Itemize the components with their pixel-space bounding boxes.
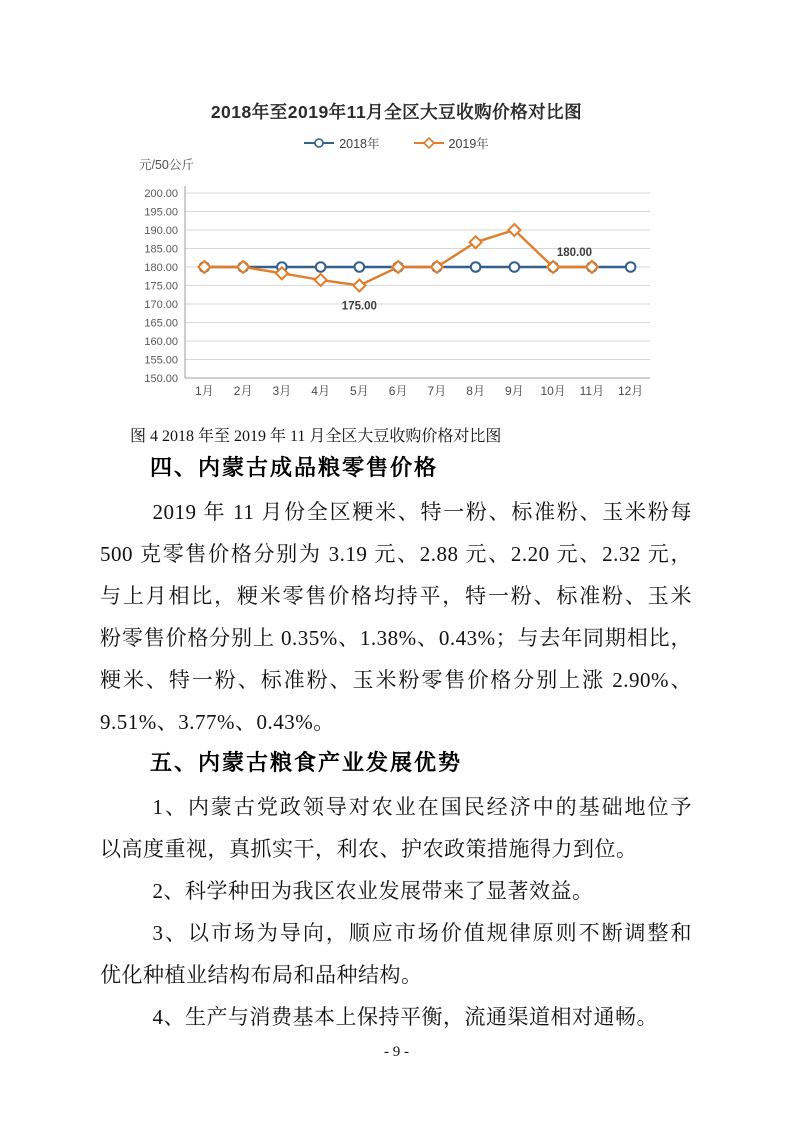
svg-text:180.00: 180.00 [556, 247, 593, 259]
svg-text:11月: 11月 [579, 384, 605, 398]
text-line: 9.51%、3.77%、0.43%。 [100, 710, 335, 734]
svg-text:12月: 12月 [617, 384, 644, 398]
marker-circle [355, 262, 365, 272]
text-line: 2019 年 11 月份全区粳米、特一粉、标准粉、玉米粉每 [152, 500, 692, 524]
svg-text:190.00: 190.00 [144, 225, 178, 237]
svg-text:175.00: 175.00 [341, 300, 377, 313]
document-body [100, 452, 692, 1038]
svg-text:160.00: 160.00 [144, 336, 178, 348]
line-chart-canvas [133, 179, 693, 409]
axes [185, 186, 650, 378]
legend-diamond-marker-icon [414, 137, 444, 149]
text-line: 4、生产与消费基本上保持平衡，流通渠道相对通畅。 [152, 1005, 658, 1029]
svg-text:3月: 3月 [272, 384, 292, 398]
page-number: - 9 - [384, 1044, 409, 1060]
marker-circle [510, 262, 520, 272]
text-line: 3、以市场为导向，顺应市场价值规律原则不断调整和 [152, 921, 692, 945]
svg-text:200.00: 200.00 [144, 188, 178, 200]
figure-caption: 图 4 2018 年至 2019 年 11 月全区大豆收购价格对比图 [130, 428, 502, 445]
svg-text:10月: 10月 [540, 384, 566, 398]
svg-text:155.00: 155.00 [144, 354, 178, 367]
point-labels [342, 247, 592, 313]
marker-circle [471, 262, 481, 272]
text-line: 粉零售价格分别上 0.35%、1.38%、0.43%；与去年同期相比， [100, 626, 692, 650]
legend-label: 2018年 [339, 137, 380, 151]
svg-text:9月: 9月 [505, 384, 524, 398]
svg-text:7月: 7月 [427, 384, 447, 398]
marker-diamond [353, 280, 365, 292]
chart-legend [0, 133, 793, 153]
marker-diamond [431, 261, 443, 273]
text-line: 2、科学种田为我区农业发展带来了显著效益。 [152, 879, 594, 903]
text-line: 500 克零售价格分别为 3.19 元、2.88 元、2.20 元、2.32 元， [100, 542, 692, 566]
svg-text:165.00: 165.00 [144, 317, 178, 330]
svg-text:170.00: 170.00 [144, 299, 178, 311]
marker-circle [626, 262, 636, 272]
section-heading-1: 四、内蒙古成品粮零售价格 [150, 455, 439, 480]
marker-diamond [237, 261, 249, 273]
marker-diamond [586, 261, 598, 273]
svg-text:175.00: 175.00 [144, 280, 178, 293]
svg-text:185.00: 185.00 [144, 243, 178, 256]
series-2019年 [198, 224, 598, 292]
text-line: 与上月相比，粳米零售价格均持平，特一粉、标准粉、玉米 [100, 584, 692, 608]
y-axis-unit-label: 元/50公斤 [139, 158, 194, 172]
marker-diamond [315, 274, 327, 286]
svg-text:180.00: 180.00 [144, 262, 178, 274]
legend-circle-marker-icon [304, 137, 334, 149]
price-comparison-chart [133, 153, 693, 409]
gridlines [185, 193, 650, 378]
svg-text:5月: 5月 [350, 384, 369, 398]
chart-title: 2018年至2019年11月全区大豆收购价格对比图 [210, 102, 583, 122]
marker-diamond [198, 261, 210, 273]
marker-diamond [392, 261, 404, 273]
x-axis-ticks [195, 384, 643, 398]
text-line: 粳米、特一粉、标准粉、玉米粉零售价格分别上涨 2.90%、 [100, 668, 692, 692]
svg-text:195.00: 195.00 [144, 206, 178, 219]
svg-text:4月: 4月 [311, 384, 330, 398]
y-axis-ticks [144, 188, 178, 385]
text-line: 以高度重视，真抓实干，利农、护农政策措施得力到位。 [100, 837, 638, 861]
legend-label: 2019年 [448, 137, 489, 151]
text-line: 1、内蒙古党政领导对农业在国民经济中的基础地位予 [152, 795, 692, 819]
svg-text:2月: 2月 [233, 384, 253, 398]
marker-diamond [470, 236, 482, 248]
marker-circle [316, 262, 326, 272]
legend-item-2018年 [304, 134, 379, 152]
svg-text:1月: 1月 [195, 384, 214, 398]
section-heading-2: 五、内蒙古粮食产业发展优势 [150, 750, 463, 775]
svg-text:8月: 8月 [466, 384, 485, 398]
svg-text:6月: 6月 [388, 384, 408, 398]
legend-item-2019年 [414, 134, 489, 152]
text-line: 优化种植业结构布局和品种结构。 [100, 963, 423, 987]
svg-text:150.00: 150.00 [144, 373, 178, 385]
